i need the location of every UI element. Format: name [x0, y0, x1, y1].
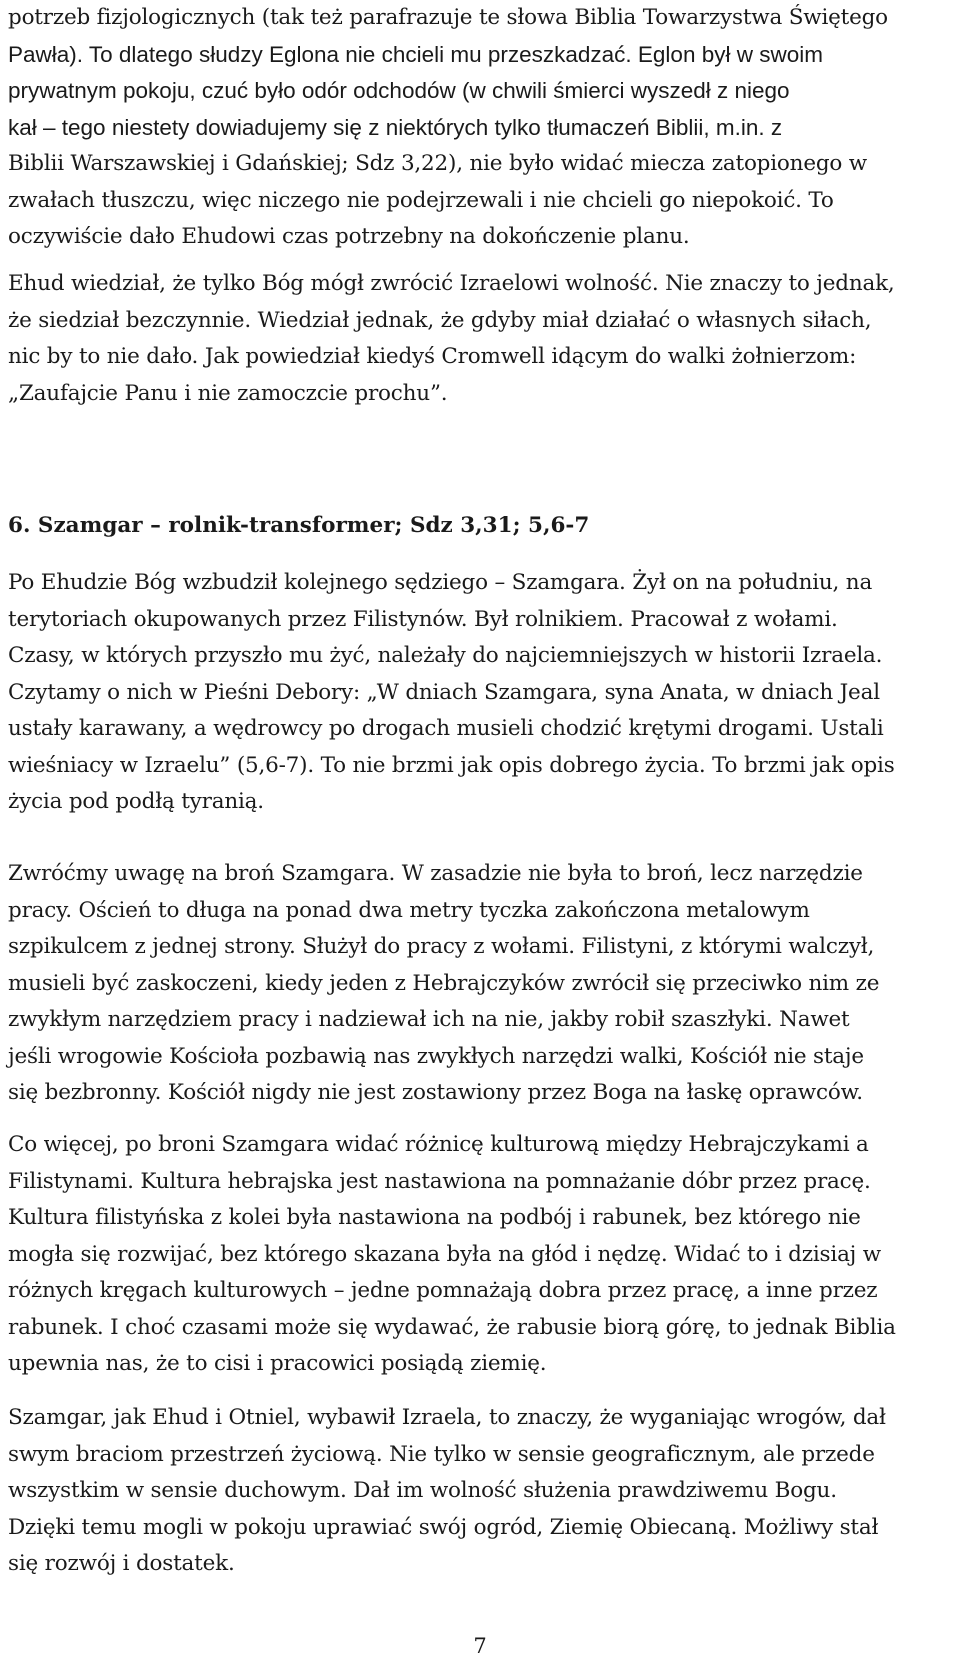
page-number: 7	[473, 1634, 487, 1658]
text-line: Kultura filistyńska z kolei była nastawiona na podbój i rabunek, bez którego nie	[8, 1205, 861, 1230]
text-line: nic by to nie dało. Jak powiedział kiedyś Cromwell idącym do walki żołnierzom:	[8, 344, 857, 369]
text-line: Szamgar, jak Ehud i Otniel, wybawił Izraela, to znaczy, że wyganiając wrogów, dał	[8, 1405, 886, 1430]
text-line: swym braciom przestrzeń życiową. Nie tylko w sensie geograficznym, ale przede	[8, 1441, 875, 1467]
text-line: pracy. Oścień to długa na ponad dwa metry tyczka zakończona metalowym	[8, 897, 810, 923]
paragraph-ehud	[8, 266, 952, 412]
text-line: życia pod podłą tyranią.	[8, 789, 264, 814]
text-line: zwykłym narzędziem pracy i nadziewał ich na nie, jakby robił szaszłyki. Nawet	[8, 1007, 850, 1032]
text-line: się rozwój i dostatek.	[8, 1551, 235, 1576]
text-line: się bezbronny. Kościół nigdy nie jest zostawiony przez Boga na łaskę oprawców.	[8, 1080, 863, 1105]
text-line: upewnia nas, że to cisi i pracowici posiądą ziemię.	[8, 1351, 547, 1376]
text-line: musieli być zaskoczeni, kiedy jeden z Hebrajczyków zwrócił się przeciwko nim ze	[8, 970, 880, 996]
text-line: Zwróćmy uwagę na broń Szamgara. W zasadzie nie była to broń, lecz narzędzie	[8, 861, 863, 886]
paragraph-bron	[8, 856, 952, 1112]
text-line: oczywiście dało Ehudowi czas potrzebny na dokończenie planu.	[8, 224, 690, 249]
paragraph-kultura	[8, 1127, 952, 1383]
text-line: zwałach tłuszczu, więc niczego nie podejrzewali i nie chcieli go niepokoić. To	[8, 187, 834, 213]
text-line: Ehud wiedział, że tylko Bóg mógł zwrócić Izraelowi wolność. Nie znaczy to jednak,	[8, 271, 895, 296]
text-line: mogła się rozwijać, bez którego skazana była na głód i nędzę. Widać to i dzisiaj w	[8, 1241, 881, 1267]
text-line: Biblii Warszawskiej i Gdańskiej; Sdz 3,22), nie było widać miecza zatopionego w	[8, 151, 867, 176]
text-line: wieśniacy w Izraelu” (5,6-7). To nie brzmi jak opis dobrego życia. To brzmi jak opis	[8, 752, 895, 778]
text-line: rabunek. I choć czasami może się wydawać, że rabusie biorą górę, to jednak Biblia	[8, 1314, 896, 1340]
text-line: „Zaufajcie Panu i nie zamoczcie prochu”.	[8, 380, 448, 406]
text-line: jeśli wrogowie Kościoła pozbawią nas zwykłych narzędzi walki, Kościół nie staje	[8, 1043, 864, 1069]
text-line: prywatnym pokoju, czuć było odór odchodów (w chwili śmierci wyszedł z niego	[8, 78, 790, 103]
section-heading: 6. Szamgar – rolnik-transformer; Sdz 3,31; 5,6-7	[8, 513, 590, 538]
text-line: różnych kręgach kulturowych – jedne pomnażają dobra przez pracę, a inne przez	[8, 1278, 878, 1303]
paragraph-szamgar-intro	[8, 565, 952, 821]
paragraph-wybawienie	[8, 1400, 952, 1583]
text-line: terytoriach okupowanych przez Filistynów. Był rolnikiem. Pracował z wołami.	[8, 606, 838, 632]
text-line: Co więcej, po broni Szamgara widać różnicę kulturową między Hebrajczykami a	[8, 1132, 869, 1157]
text-line: Po Ehudzie Bóg wzbudził kolejnego sędziego – Szamgara. Żył on na południu, na	[8, 570, 873, 595]
text-line: Czytamy o nich w Pieśni Debory: „W dniach Szamgara, syna Anata, w dniach Jeal	[8, 679, 880, 705]
text-line: Pawła). To dlatego słudzy Eglona nie chcieli mu przeszkadzać. Eglon był w swoim	[8, 41, 823, 67]
text-line: ustały karawany, a wędrowcy po drogach musieli chodzić krętymi drogami. Ustali	[8, 716, 884, 741]
text-line: Czasy, w których przyszło mu żyć, należały do najciemniejszych w historii Izraela.	[8, 643, 883, 668]
text-line: szpikulcem z jednej strony. Służył do pracy z wołami. Filistyni, z którymi walczył,	[8, 934, 875, 959]
text-line: potrzeb fizjologicznych (tak też parafrazuje te słowa Biblia Towarzystwa Świętego	[8, 5, 888, 30]
text-line: kał – tego niestety dowiadujemy się z niektórych tylko tłumaczeń Biblii, m.in. z	[8, 114, 783, 140]
text-line: Dzięki temu mogli w pokoju uprawiać swój ogród, Ziemię Obiecaną. Możliwy stał	[8, 1514, 879, 1540]
paragraph-eglon	[8, 0, 952, 256]
text-line: że siedział bezczynnie. Wiedział jednak, że gdyby miał działać o własnych siłach,	[8, 307, 872, 333]
text-line: wszystkim w sensie duchowym. Dał im wolność służenia prawdziwemu Bogu.	[8, 1478, 837, 1503]
text-line: Filistynami. Kultura hebrajska jest nastawiona na pomnażanie dóbr przez pracę.	[8, 1168, 871, 1194]
